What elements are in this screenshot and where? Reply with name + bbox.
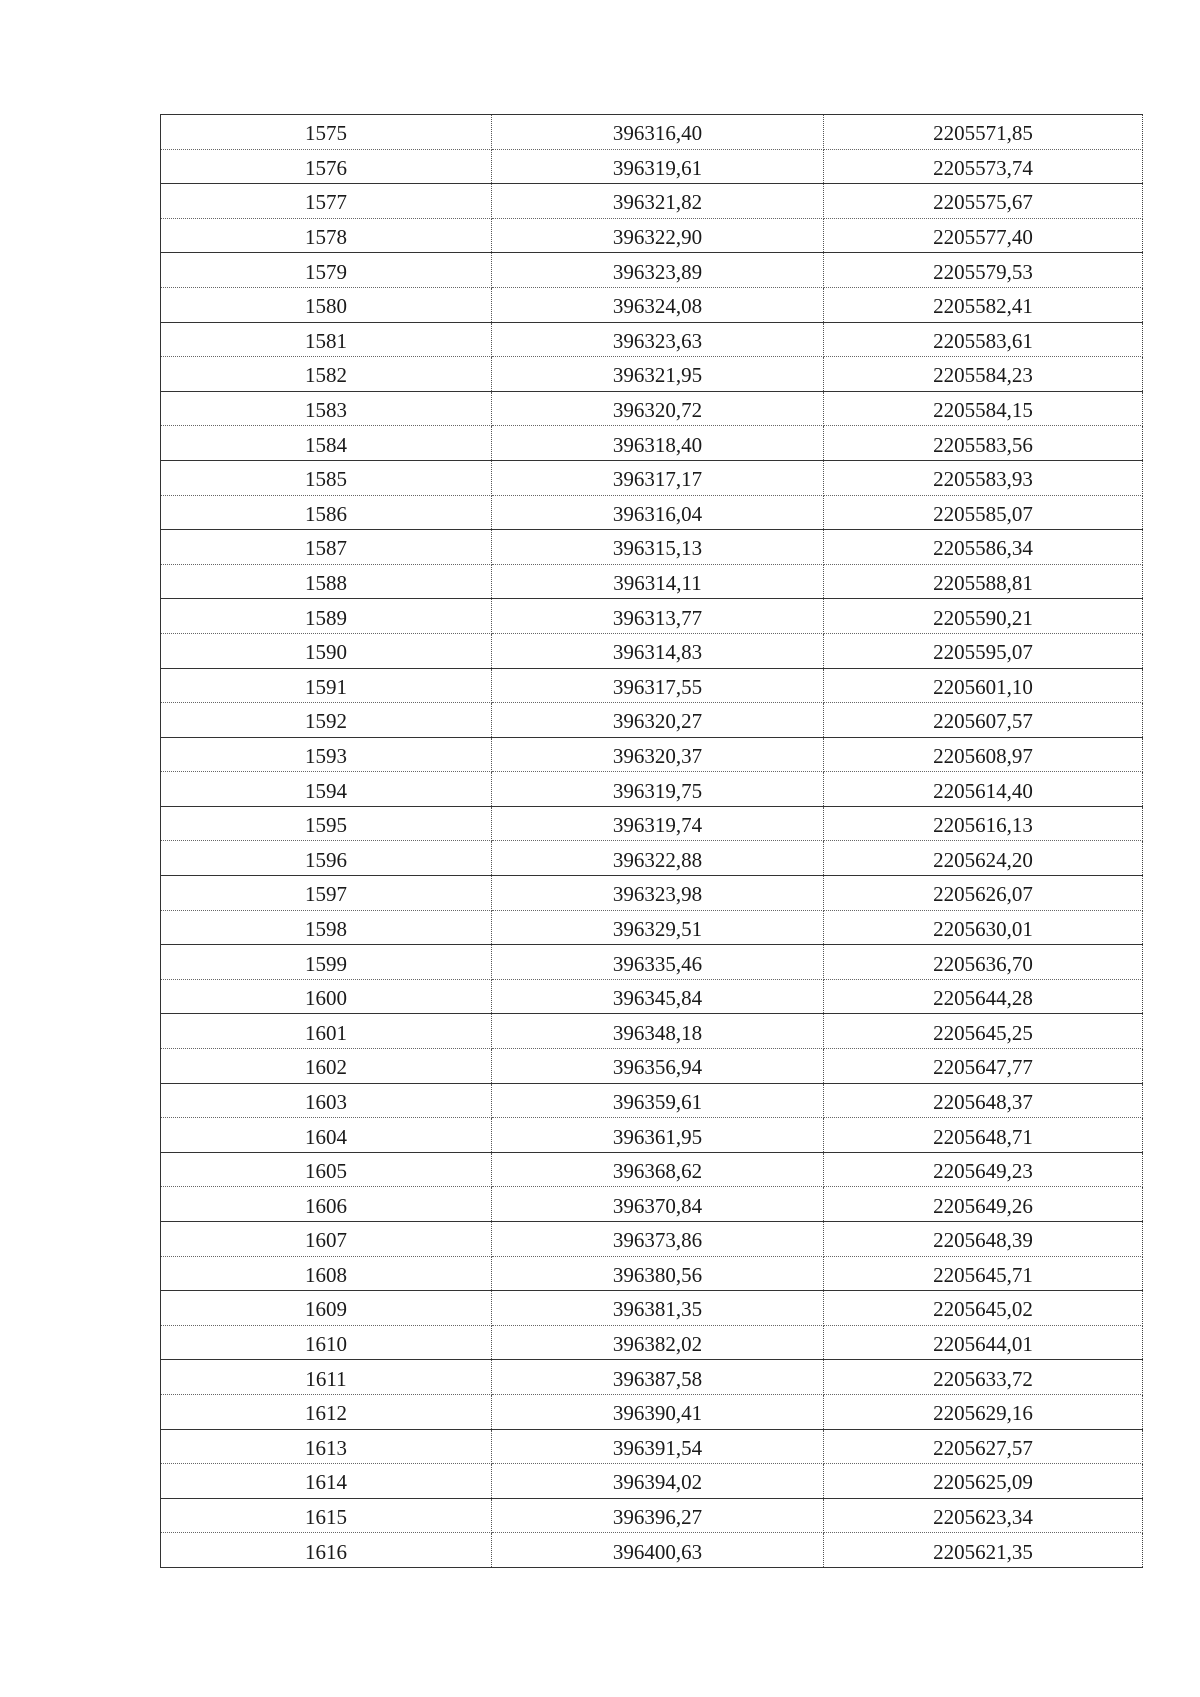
table-row xyxy=(161,1118,1143,1153)
cell-text: 396320,72 xyxy=(612,398,703,423)
y-coordinate-cell xyxy=(824,1464,1143,1499)
cell-text: 396359,61 xyxy=(612,1089,703,1114)
cell-text: 396324,08 xyxy=(612,294,703,319)
cell-text: 396373,86 xyxy=(612,1228,703,1253)
table-row xyxy=(161,1325,1143,1360)
cell-text: 396380,56 xyxy=(612,1262,703,1287)
x-coordinate-cell xyxy=(492,564,824,599)
y-coordinate-cell xyxy=(824,979,1143,1014)
x-coordinate-cell xyxy=(492,218,824,253)
table-row xyxy=(161,322,1143,357)
point-number-cell xyxy=(161,1083,492,1118)
point-number-cell xyxy=(161,287,492,322)
cell-text: 396322,88 xyxy=(612,847,703,872)
point-number-cell xyxy=(161,253,492,288)
cell-text: 2205623,34 xyxy=(933,1505,1033,1530)
cell-text: 1608 xyxy=(305,1262,347,1287)
table-row xyxy=(161,391,1143,426)
x-coordinate-cell xyxy=(492,1291,824,1326)
x-coordinate-cell xyxy=(492,460,824,495)
cell-text: 396396,27 xyxy=(612,1505,703,1530)
y-coordinate-cell xyxy=(824,1498,1143,1533)
cell-text: 2205583,61 xyxy=(933,328,1033,353)
y-coordinate-cell xyxy=(824,945,1143,980)
table-row xyxy=(161,1152,1143,1187)
cell-text: 1578 xyxy=(305,225,347,250)
x-coordinate-cell xyxy=(492,391,824,426)
cell-text: 2205585,07 xyxy=(933,501,1033,526)
cell-text: 1590 xyxy=(305,640,347,665)
table-row xyxy=(161,910,1143,945)
point-number-cell xyxy=(161,633,492,668)
x-coordinate-cell xyxy=(492,806,824,841)
x-coordinate-cell xyxy=(492,322,824,357)
point-number-cell xyxy=(161,737,492,772)
cell-text: 2205621,35 xyxy=(933,1539,1033,1564)
cell-text: 396315,13 xyxy=(612,536,703,561)
table-row xyxy=(161,1291,1143,1326)
table-row xyxy=(161,945,1143,980)
y-coordinate-cell xyxy=(824,772,1143,807)
x-coordinate-cell xyxy=(492,1533,824,1568)
cell-text: 2205616,13 xyxy=(933,813,1033,838)
cell-text: 396317,17 xyxy=(612,467,703,492)
y-coordinate-cell xyxy=(824,668,1143,703)
cell-text: 1592 xyxy=(305,709,347,734)
cell-text: 1586 xyxy=(305,501,347,526)
table-row xyxy=(161,633,1143,668)
point-number-cell xyxy=(161,322,492,357)
point-number-cell xyxy=(161,218,492,253)
y-coordinate-cell xyxy=(824,287,1143,322)
cell-text: 2205645,02 xyxy=(933,1297,1033,1322)
cell-text: 1615 xyxy=(305,1505,347,1530)
table-row xyxy=(161,1187,1143,1222)
y-coordinate-cell xyxy=(824,1325,1143,1360)
x-coordinate-cell xyxy=(492,703,824,738)
x-coordinate-cell xyxy=(492,426,824,461)
table-row xyxy=(161,530,1143,565)
cell-text: 1611 xyxy=(305,1366,347,1391)
cell-text: 1610 xyxy=(305,1332,347,1357)
cell-text: 396314,11 xyxy=(613,571,702,596)
cell-text: 1582 xyxy=(305,363,347,388)
point-number-cell xyxy=(161,599,492,634)
cell-text: 2205583,93 xyxy=(933,467,1033,492)
table-row xyxy=(161,737,1143,772)
x-coordinate-cell xyxy=(492,1014,824,1049)
point-number-cell xyxy=(161,1360,492,1395)
x-coordinate-cell xyxy=(492,530,824,565)
cell-text: 1606 xyxy=(305,1193,347,1218)
cell-text: 1583 xyxy=(305,398,347,423)
y-coordinate-cell xyxy=(824,1222,1143,1257)
cell-text: 2205625,09 xyxy=(933,1470,1033,1495)
cell-text: 2205649,26 xyxy=(933,1193,1033,1218)
cell-text: 396382,02 xyxy=(612,1332,703,1357)
cell-text: 1576 xyxy=(305,155,347,180)
point-number-cell xyxy=(161,115,492,150)
cell-text: 2205633,72 xyxy=(933,1366,1033,1391)
x-coordinate-cell xyxy=(492,1429,824,1464)
cell-text: 396318,40 xyxy=(612,432,703,457)
cell-text: 396316,04 xyxy=(612,501,703,526)
cell-text: 1605 xyxy=(305,1159,347,1184)
cell-text: 1597 xyxy=(305,882,347,907)
x-coordinate-cell xyxy=(492,1187,824,1222)
x-coordinate-cell xyxy=(492,1394,824,1429)
cell-text: 396335,46 xyxy=(612,951,703,976)
x-coordinate-cell xyxy=(492,945,824,980)
point-number-cell xyxy=(161,1049,492,1084)
cell-text: 1616 xyxy=(305,1539,347,1564)
x-coordinate-cell xyxy=(492,910,824,945)
cell-text: 396320,27 xyxy=(612,709,703,734)
cell-text: 2205648,39 xyxy=(933,1228,1033,1253)
x-coordinate-cell xyxy=(492,115,824,150)
point-number-cell xyxy=(161,910,492,945)
x-coordinate-cell xyxy=(492,1256,824,1291)
y-coordinate-cell xyxy=(824,253,1143,288)
y-coordinate-cell xyxy=(824,1187,1143,1222)
x-coordinate-cell xyxy=(492,668,824,703)
point-number-cell xyxy=(161,1464,492,1499)
y-coordinate-cell xyxy=(824,599,1143,634)
cell-text: 396321,82 xyxy=(612,190,703,215)
point-number-cell xyxy=(161,772,492,807)
table-row xyxy=(161,876,1143,911)
cell-text: 396370,84 xyxy=(612,1193,703,1218)
x-coordinate-cell xyxy=(492,495,824,530)
cell-text: 2205627,57 xyxy=(933,1435,1033,1460)
table-row xyxy=(161,979,1143,1014)
point-number-cell xyxy=(161,564,492,599)
point-number-cell xyxy=(161,1533,492,1568)
table-row xyxy=(161,1083,1143,1118)
cell-text: 396323,63 xyxy=(612,328,703,353)
cell-text: 2205575,67 xyxy=(933,190,1033,215)
cell-text: 2205636,70 xyxy=(933,951,1033,976)
cell-text: 396391,54 xyxy=(612,1435,703,1460)
cell-text: 1589 xyxy=(305,605,347,630)
point-number-cell xyxy=(161,1152,492,1187)
y-coordinate-cell xyxy=(824,149,1143,184)
y-coordinate-cell xyxy=(824,1152,1143,1187)
x-coordinate-cell xyxy=(492,633,824,668)
y-coordinate-cell xyxy=(824,426,1143,461)
cell-text: 396400,63 xyxy=(612,1539,703,1564)
y-coordinate-cell xyxy=(824,703,1143,738)
point-number-cell xyxy=(161,1429,492,1464)
cell-text: 396368,62 xyxy=(612,1159,703,1184)
cell-text: 2205629,16 xyxy=(933,1401,1033,1426)
x-coordinate-cell xyxy=(492,772,824,807)
cell-text: 1591 xyxy=(305,674,347,699)
point-number-cell xyxy=(161,1498,492,1533)
y-coordinate-cell xyxy=(824,737,1143,772)
cell-text: 1609 xyxy=(305,1297,347,1322)
cell-text: 2205584,23 xyxy=(933,363,1033,388)
point-number-cell xyxy=(161,357,492,392)
table-row xyxy=(161,149,1143,184)
cell-text: 1598 xyxy=(305,916,347,941)
x-coordinate-cell xyxy=(492,1152,824,1187)
cell-text: 396316,40 xyxy=(612,121,703,146)
x-coordinate-cell xyxy=(492,599,824,634)
x-coordinate-cell xyxy=(492,184,824,219)
y-coordinate-cell xyxy=(824,564,1143,599)
cell-text: 1588 xyxy=(305,571,347,596)
table-row xyxy=(161,287,1143,322)
cell-text: 396390,41 xyxy=(612,1401,703,1426)
table-row xyxy=(161,564,1143,599)
table-row xyxy=(161,1464,1143,1499)
x-coordinate-cell xyxy=(492,149,824,184)
cell-text: 2205626,07 xyxy=(933,882,1033,907)
cell-text: 2205577,40 xyxy=(933,225,1033,250)
y-coordinate-cell xyxy=(824,876,1143,911)
cell-text: 2205584,15 xyxy=(933,398,1033,423)
x-coordinate-cell xyxy=(492,876,824,911)
y-coordinate-cell xyxy=(824,530,1143,565)
cell-text: 2205583,56 xyxy=(933,432,1033,457)
cell-text: 1593 xyxy=(305,743,347,768)
cell-text: 2205601,10 xyxy=(933,674,1033,699)
y-coordinate-cell xyxy=(824,322,1143,357)
cell-text: 396313,77 xyxy=(612,605,703,630)
cell-text: 396322,90 xyxy=(612,225,703,250)
cell-text: 1587 xyxy=(305,536,347,561)
x-coordinate-cell xyxy=(492,1464,824,1499)
cell-text: 1602 xyxy=(305,1055,347,1080)
cell-text: 1585 xyxy=(305,467,347,492)
x-coordinate-cell xyxy=(492,357,824,392)
cell-text: 1594 xyxy=(305,778,347,803)
table-row xyxy=(161,1049,1143,1084)
cell-text: 396319,74 xyxy=(612,813,703,838)
cell-text: 1612 xyxy=(305,1401,347,1426)
y-coordinate-cell xyxy=(824,1083,1143,1118)
table-row xyxy=(161,357,1143,392)
point-number-cell xyxy=(161,945,492,980)
point-number-cell xyxy=(161,1325,492,1360)
point-number-cell xyxy=(161,1291,492,1326)
table-row xyxy=(161,495,1143,530)
y-coordinate-cell xyxy=(824,1291,1143,1326)
point-number-cell xyxy=(161,184,492,219)
point-number-cell xyxy=(161,841,492,876)
cell-text: 2205586,34 xyxy=(933,536,1033,561)
table-row xyxy=(161,1222,1143,1257)
cell-text: 396323,98 xyxy=(612,882,703,907)
point-number-cell xyxy=(161,1187,492,1222)
x-coordinate-cell xyxy=(492,1498,824,1533)
y-coordinate-cell xyxy=(824,1118,1143,1153)
y-coordinate-cell xyxy=(824,1360,1143,1395)
x-coordinate-cell xyxy=(492,1325,824,1360)
cell-text: 2205648,71 xyxy=(933,1124,1033,1149)
point-number-cell xyxy=(161,460,492,495)
table-row xyxy=(161,1014,1143,1049)
cell-text: 2205645,71 xyxy=(933,1262,1033,1287)
table-row xyxy=(161,1498,1143,1533)
point-number-cell xyxy=(161,1118,492,1153)
cell-text: 396319,61 xyxy=(612,155,703,180)
x-coordinate-cell xyxy=(492,1118,824,1153)
cell-text: 396314,83 xyxy=(612,640,703,665)
point-number-cell xyxy=(161,495,492,530)
x-coordinate-cell xyxy=(492,287,824,322)
point-number-cell xyxy=(161,149,492,184)
cell-text: 2205645,25 xyxy=(933,1020,1033,1045)
cell-text: 1580 xyxy=(305,294,347,319)
cell-text: 2205649,23 xyxy=(933,1159,1033,1184)
y-coordinate-cell xyxy=(824,184,1143,219)
x-coordinate-cell xyxy=(492,737,824,772)
cell-text: 1596 xyxy=(305,847,347,872)
point-number-cell xyxy=(161,703,492,738)
cell-text: 2205648,37 xyxy=(933,1089,1033,1114)
table-row xyxy=(161,668,1143,703)
cell-text: 2205614,40 xyxy=(933,778,1033,803)
y-coordinate-cell xyxy=(824,218,1143,253)
cell-text: 1604 xyxy=(305,1124,347,1149)
y-coordinate-cell xyxy=(824,841,1143,876)
cell-text: 396321,95 xyxy=(612,363,703,388)
y-coordinate-cell xyxy=(824,1049,1143,1084)
cell-text: 1575 xyxy=(305,121,347,146)
cell-text: 2205588,81 xyxy=(933,571,1033,596)
y-coordinate-cell xyxy=(824,806,1143,841)
cell-text: 2205647,77 xyxy=(933,1055,1033,1080)
cell-text: 396345,84 xyxy=(612,986,703,1011)
point-number-cell xyxy=(161,1014,492,1049)
table-row xyxy=(161,184,1143,219)
cell-text: 2205644,01 xyxy=(933,1332,1033,1357)
cell-text: 396348,18 xyxy=(612,1020,703,1045)
table-row xyxy=(161,253,1143,288)
cell-text: 396387,58 xyxy=(612,1366,703,1391)
table-row xyxy=(161,772,1143,807)
cell-text: 1577 xyxy=(305,190,347,215)
cell-text: 1603 xyxy=(305,1089,347,1114)
point-number-cell xyxy=(161,806,492,841)
table-row xyxy=(161,599,1143,634)
cell-text: 2205573,74 xyxy=(933,155,1033,180)
cell-text: 2205590,21 xyxy=(933,605,1033,630)
cell-text: 2205607,57 xyxy=(933,709,1033,734)
cell-text: 1581 xyxy=(305,328,347,353)
cell-text: 396319,75 xyxy=(612,778,703,803)
y-coordinate-cell xyxy=(824,910,1143,945)
cell-text: 396323,89 xyxy=(612,259,703,284)
table-row xyxy=(161,1360,1143,1395)
table-row xyxy=(161,703,1143,738)
cell-text: 396394,02 xyxy=(612,1470,703,1495)
point-number-cell xyxy=(161,876,492,911)
y-coordinate-cell xyxy=(824,115,1143,150)
x-coordinate-cell xyxy=(492,1360,824,1395)
cell-text: 1584 xyxy=(305,432,347,457)
cell-text: 2205644,28 xyxy=(933,986,1033,1011)
table-row xyxy=(161,115,1143,150)
point-number-cell xyxy=(161,426,492,461)
table-row xyxy=(161,1394,1143,1429)
table-row xyxy=(161,1429,1143,1464)
x-coordinate-cell xyxy=(492,1049,824,1084)
cell-text: 1600 xyxy=(305,986,347,1011)
cell-text: 396317,55 xyxy=(612,674,703,699)
cell-text: 2205608,97 xyxy=(933,743,1033,768)
cell-text: 1607 xyxy=(305,1228,347,1253)
cell-text: 1595 xyxy=(305,813,347,838)
point-number-cell xyxy=(161,1256,492,1291)
cell-text: 1613 xyxy=(305,1435,347,1460)
cell-text: 1599 xyxy=(305,951,347,976)
y-coordinate-cell xyxy=(824,633,1143,668)
y-coordinate-cell xyxy=(824,1014,1143,1049)
cell-text: 396356,94 xyxy=(612,1055,703,1080)
table-row xyxy=(161,426,1143,461)
point-number-cell xyxy=(161,530,492,565)
cell-text: 396320,37 xyxy=(612,743,703,768)
y-coordinate-cell xyxy=(824,1394,1143,1429)
point-number-cell xyxy=(161,391,492,426)
x-coordinate-cell xyxy=(492,841,824,876)
y-coordinate-cell xyxy=(824,1533,1143,1568)
point-number-cell xyxy=(161,1394,492,1429)
table-row xyxy=(161,1533,1143,1568)
cell-text: 396361,95 xyxy=(612,1124,703,1149)
y-coordinate-cell xyxy=(824,495,1143,530)
table-row xyxy=(161,806,1143,841)
cell-text: 2205571,85 xyxy=(933,121,1033,146)
cell-text: 1579 xyxy=(305,259,347,284)
cell-text: 1614 xyxy=(305,1470,347,1495)
y-coordinate-cell xyxy=(824,460,1143,495)
y-coordinate-cell xyxy=(824,1256,1143,1291)
cell-text: 2205582,41 xyxy=(933,294,1033,319)
table-row xyxy=(161,841,1143,876)
y-coordinate-cell xyxy=(824,1429,1143,1464)
point-number-cell xyxy=(161,1222,492,1257)
coordinates-table-body xyxy=(161,115,1143,1568)
x-coordinate-cell xyxy=(492,1222,824,1257)
cell-text: 2205579,53 xyxy=(933,259,1033,284)
cell-text: 1601 xyxy=(305,1020,347,1045)
coordinates-table xyxy=(160,114,1143,1568)
y-coordinate-cell xyxy=(824,357,1143,392)
point-number-cell xyxy=(161,668,492,703)
x-coordinate-cell xyxy=(492,979,824,1014)
cell-text: 2205624,20 xyxy=(933,847,1033,872)
x-coordinate-cell xyxy=(492,1083,824,1118)
cell-text: 2205630,01 xyxy=(933,916,1033,941)
table-row xyxy=(161,460,1143,495)
table-row xyxy=(161,218,1143,253)
cell-text: 396381,35 xyxy=(612,1297,703,1322)
x-coordinate-cell xyxy=(492,253,824,288)
cell-text: 2205595,07 xyxy=(933,640,1033,665)
point-number-cell xyxy=(161,979,492,1014)
table-row xyxy=(161,1256,1143,1291)
y-coordinate-cell xyxy=(824,391,1143,426)
cell-text: 396329,51 xyxy=(612,916,703,941)
